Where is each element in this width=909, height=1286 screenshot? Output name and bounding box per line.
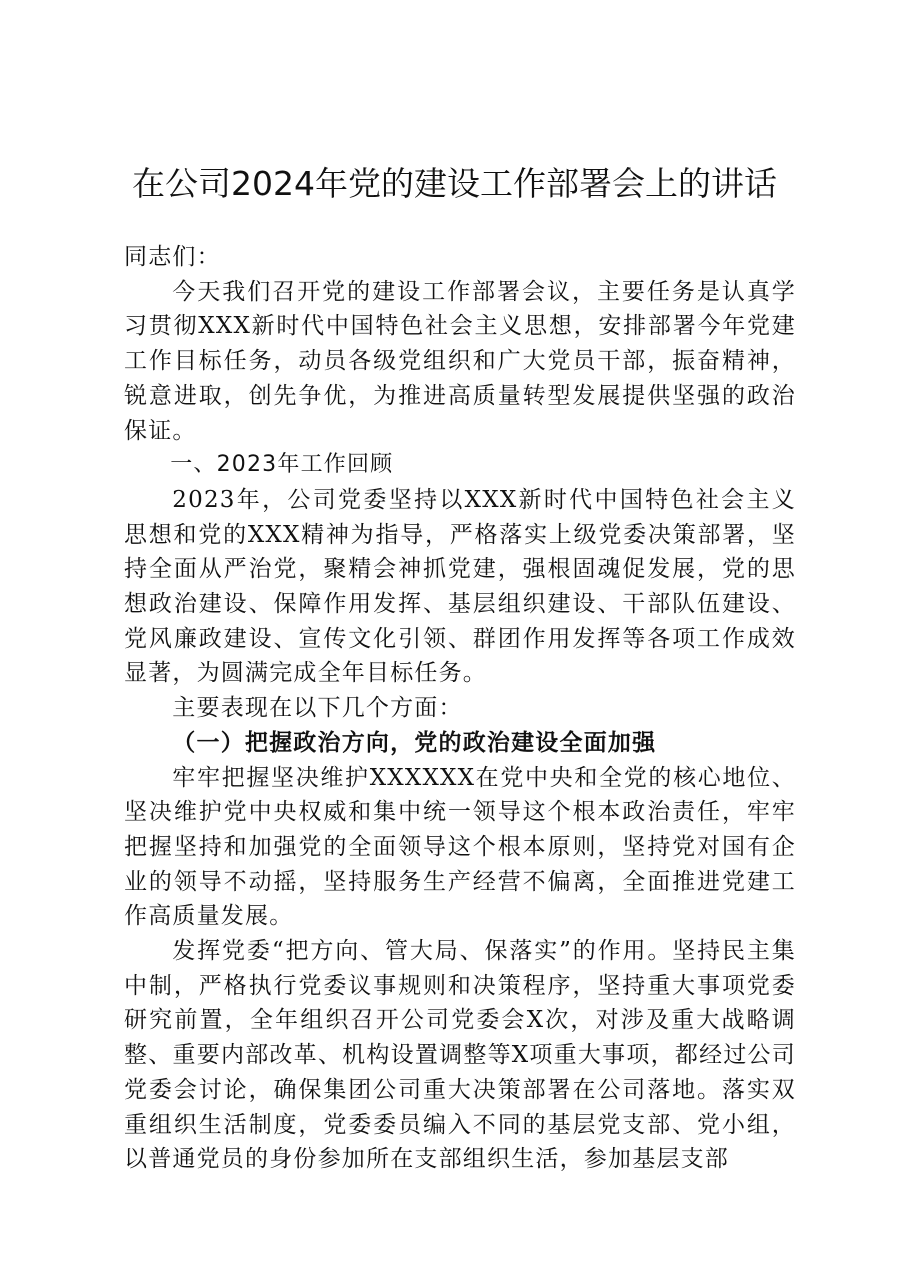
paragraph-review: 2023年，公司党委坚持以XXX新时代中国特色社会主义思想和党的XXX精神为指导，严格落实上级党委决策部署，坚持全面从严治党，聚精会神抓党建，强根固魂促发展，党的思想政治建设、保障作用发挥、基层组织建设、干部队伍建设、党风廉政建设、宣传文化引领、群团作用发挥等各项工作成效显著，为圆满完成全年目标任务。 [124,486,796,687]
salutation: 同志们： [124,244,221,270]
document-body [124,240,796,1177]
document-title: 在公司2024年党的建设工作部署会上的讲话 [132,164,777,203]
paragraph-political-core: 牢牢把握坚决维护XXXXXX在党中央和全党的核心地位、坚决维护党中央权威和集中统一领导这个根本政治责任，牢牢把握坚持和加强党的全面领导这个根本原则，坚持党对国有企业的领导不动摇，坚持服务生产经营不偏离，全面推进党建工作高质量发展。 [124,764,796,930]
paragraph-aspects-intro: 主要表现在以下几个方面： [172,695,463,722]
paragraph-committee-role: 发挥党委“把方向、管大局、保落实”的作用。坚持民主集中制，严格执行党委议事规则和决策程序，坚持重大事项党委研究前置，全年组织召开公司党委会X次，对涉及重大战略调整、重要内部改革、机构设置调整等X项重大事项，都经过公司党委会讨论，确保集团公司重大决策部署在公司落地。落实双重组织生活制度，党委委员编入不同的基层党支部、党小组，以普通党员的身份参加所在支部组织生活，参加基层支部 [124,938,796,1173]
paragraph-intro: 今天我们召开党的建设工作部署会议，主要任务是认真学习贯彻XXX新时代中国特色社会主义思想，安排部署今年党建工作目标任务，动员各级党组织和广大党员干部，振奋精神，锐意进取，创先争优，为推进高质量转型发展提供坚强的政治保证。 [124,278,796,444]
section-heading-review: 一、2023年工作回顾 [170,452,394,478]
subsection-heading-political: （一）把握政治方向，党的政治建设全面加强 [172,728,657,756]
